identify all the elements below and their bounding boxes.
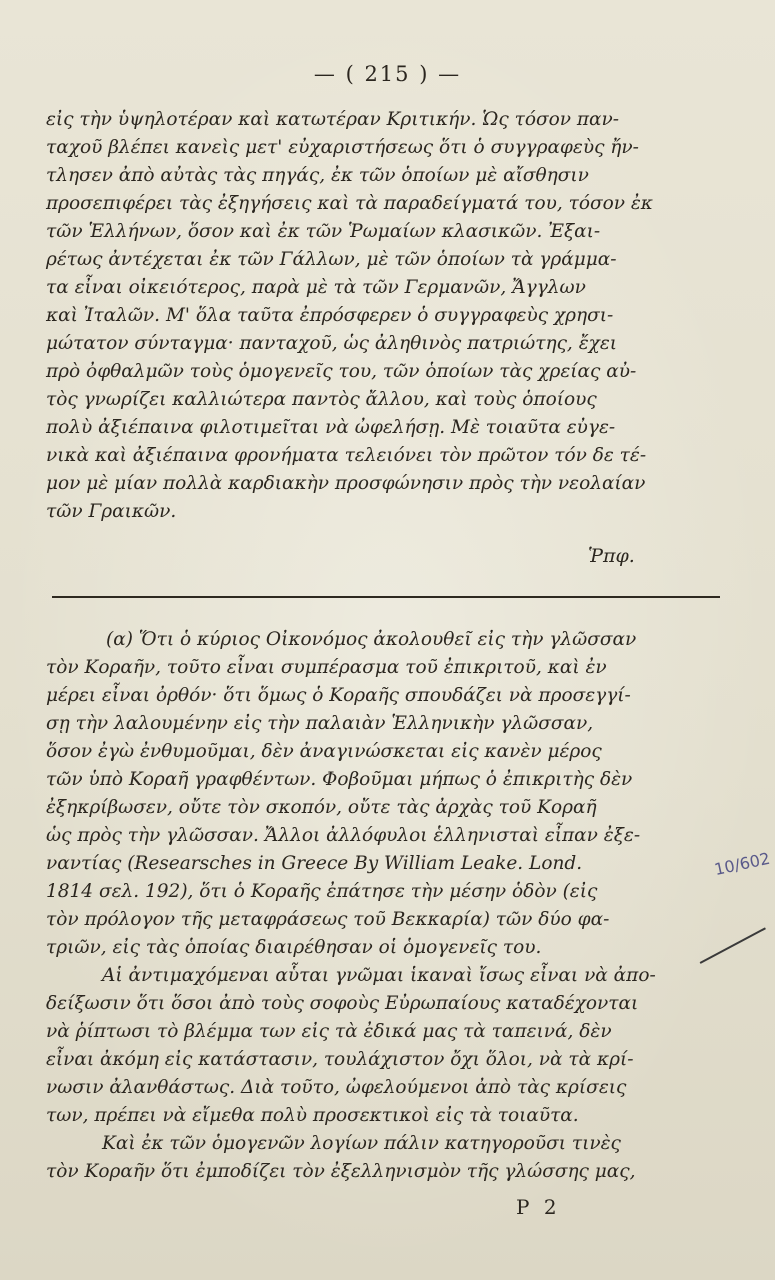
footnote-divider: [52, 596, 720, 598]
footnote-line: ὡς πρὸς τὴν γλῶσσαν. Ἄλλοι ἀλλόφυλοι ἑλληνισταὶ εἶπαν ἐξε-: [46, 825, 641, 846]
handwritten-margin-note: 10/602: [712, 848, 772, 880]
footnote-line: εἶναι ἀκόμη εἰς κατάστασιν, τουλάχιστον ὄχι ὅλοι, νὰ τὰ κρί-: [46, 1049, 634, 1070]
footnote-line: τῶν ὑπὸ Κοραῆ γραφθέντων. Φοβοῦμαι μήπως ὁ ἐπικριτὴς δὲν: [46, 769, 633, 790]
text-line: εἰς τὴν ὑψηλοτέραν καὶ κατωτέραν Κριτικήν. Ὡς τόσον παν-: [46, 109, 620, 130]
footnote-line: τὸν πρόλογον τῆς μεταφράσεως τοῦ Βεκκαρία) τῶν δύο φα-: [46, 909, 610, 930]
text-line: πρὸ ὀφθαλμῶν τοὺς ὁμογενεῖς του, τῶν ὁποίων τὰς χρείας αὐ-: [46, 361, 637, 382]
text-line: πολὺ ἀξιέπαινα φιλοτιμεῖται νὰ ὠφελήσῃ. Μὲ τοιαῦτα εὐγε-: [46, 417, 616, 438]
footnote-line: νωσιν ἀλανθάστως. Διὰ τοῦτο, ὠφελούμενοι ἀπὸ τὰς κρίσεις: [46, 1077, 627, 1098]
text-line: μον μὲ μίαν πολλὰ καρδιακὴν προσφώνησιν πρὸς τὴν νεολαίαν: [46, 473, 646, 494]
footnote-line: (α) Ὅτι ὁ κύριος Οἰκονόμος ἀκολουθεῖ εἰς τὴν γλῶσσαν: [106, 629, 637, 650]
footnote-line: Αἱ ἀντιμαχόμεναι αὗται γνῶμαι ἱκαναὶ ἴσως εἶναι νὰ ἀπο-: [102, 965, 656, 986]
footnote-line: ὅσον ἐγὼ ἐνθυμοῦμαι, δὲν ἀναγινώσκεται εἰς κανὲν μέρος: [46, 741, 602, 762]
footnote-line: 1814 σελ. 192), ὅτι ὁ Κοραῆς ἐπάτησε τὴν μέσην ὁδὸν (εἰς: [46, 881, 598, 902]
text-line: νικὰ καὶ ἀξιέπαινα φρονήματα τελειόνει τὸν πρῶτον τόν δε τέ-: [46, 445, 647, 466]
printer-signature-mark: P 2: [516, 1195, 561, 1219]
text-line: μώτατον σύνταγμα· πανταχοῦ, ὡς ἀληθινὸς πατριώτης, ἔχει: [46, 333, 618, 354]
main-text: [46, 106, 736, 526]
footnote-line: τριῶν, εἰς τὰς ὁποίας διαιρέθησαν οἱ ὁμογενεῖς του.: [46, 937, 542, 958]
footnote-line: ναντίας (Researsches in Greece By William Leake. Lond.: [46, 853, 583, 874]
text-line: τὸς γνωρίζει καλλιώτερα παντὸς ἄλλου, καὶ τοὺς ὁποίους: [46, 389, 597, 410]
text-line: τῶν Γραικῶν.: [46, 501, 177, 522]
footnote-line: ἐξηκρίβωσεν, οὔτε τὸν σκοπόν, οὔτε τὰς ἀρχὰς τοῦ Κοραῆ: [46, 797, 597, 818]
text-line: καὶ Ἰταλῶν. Μ' ὅλα ταῦτα ἐπρόσφερεν ὁ συγγραφεὺς χρησι-: [46, 305, 614, 326]
text-line: τλησεν ἀπὸ αὐτὰς τὰς πηγάς, ἐκ τῶν ὁποίων μὲ αἴσθησιν: [46, 165, 589, 186]
footnote-text: [46, 626, 736, 1186]
footnote-line: μέρει εἶναι ὀρθόν· ὅτι ὅμως ὁ Κοραῆς σπουδάζει νὰ προσεγγί-: [46, 685, 631, 706]
text-line: τῶν Ἑλλήνων, ὅσον καὶ ἐκ τῶν Ῥωμαίων κλασικῶν. Ἐξαι-: [46, 221, 601, 242]
text-line: προσεπιφέρει τὰς ἐξηγήσεις καὶ τὰ παραδείγματά του, τόσον ἐκ: [46, 193, 653, 214]
text-line: τα εἶναι οἰκειότερος, παρὰ μὲ τὰ τῶν Γερμανῶν, Ἄγγλων: [46, 277, 586, 298]
footnote-line: τὸν Κοραῆν ὅτι ἐμποδίζει τὸν ἐξελληνισμὸν τῆς γλώσσης μας,: [46, 1161, 636, 1182]
page-number: — ( 215 ) —: [313, 62, 462, 86]
footnote-line: δείξωσιν ὅτι ὅσοι ἀπὸ τοὺς σοφοὺς Εὐρωπαίους καταδέχονται: [46, 993, 639, 1014]
text-line: ταχοῦ βλέπει κανεὶς μετ' εὐχαριστήσεως ὅτι ὁ συγγραφεὺς ἤν-: [46, 137, 639, 158]
footnote-line: Καὶ ἐκ τῶν ὁμογενῶν λογίων πάλιν κατηγοροῦσι τινὲς: [102, 1133, 621, 1154]
author-signature: Ῥπφ.: [588, 545, 635, 567]
footnote-line: των, πρέπει νὰ εἴμεθα πολὺ προσεκτικοὶ εἰς τὰ τοιαῦτα.: [46, 1105, 579, 1126]
footnote-line: τὸν Κοραῆν, τοῦτο εἶναι συμπέρασμα τοῦ ἐπικριτοῦ, καὶ ἐν: [46, 657, 607, 678]
footnote-line: σῃ τὴν λαλουμένην εἰς τὴν παλαιὰν Ἑλληνικὴν γλῶσσαν,: [46, 713, 594, 734]
footnote-line: νὰ ῥίπτωσι τὸ βλέμμα των εἰς τὰ ἐδικά μας τὰ ταπεινά, δὲν: [46, 1021, 612, 1042]
text-line: ρέτως ἀντέχεται ἐκ τῶν Γάλλων, μὲ τῶν ὁποίων τὰ γράμμα-: [46, 249, 617, 270]
